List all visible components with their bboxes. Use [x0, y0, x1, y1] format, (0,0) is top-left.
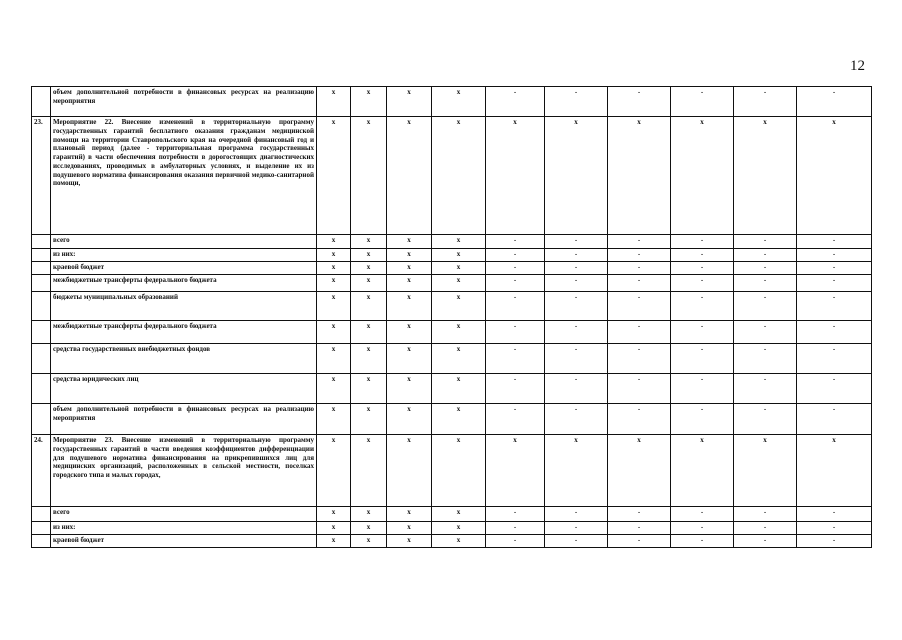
value-cell: x [351, 507, 387, 522]
row-description-cell: краевой бюджет [51, 535, 317, 548]
value-cell: - [797, 344, 872, 374]
row-description-cell: из них: [51, 522, 317, 535]
value-cell: - [486, 292, 545, 321]
value-cell: - [608, 235, 671, 249]
value-cell: - [608, 249, 671, 262]
value-cell: x [387, 435, 432, 507]
value-cell: x [545, 117, 608, 235]
value-cell: x [351, 435, 387, 507]
value-cell: - [797, 235, 872, 249]
value-cell: x [432, 374, 486, 404]
value-cell: x [317, 235, 351, 249]
value-cell: x [351, 374, 387, 404]
value-cell: - [608, 87, 671, 117]
value-cell: - [734, 404, 797, 435]
value-cell: - [545, 292, 608, 321]
value-cell: x [545, 435, 608, 507]
value-cell: - [486, 321, 545, 344]
value-cell: - [545, 374, 608, 404]
value-cell: x [387, 249, 432, 262]
value-cell: x [351, 235, 387, 249]
table-row [32, 235, 872, 249]
value-cell: - [545, 87, 608, 117]
value-cell: - [797, 262, 872, 275]
value-cell: x [387, 87, 432, 117]
row-number-cell [32, 249, 51, 262]
value-cell: - [608, 344, 671, 374]
value-cell: - [734, 249, 797, 262]
value-cell: x [317, 117, 351, 235]
table-row [32, 404, 872, 435]
value-cell: - [734, 535, 797, 548]
value-cell: x [317, 374, 351, 404]
value-cell: - [671, 87, 734, 117]
value-cell: x [351, 344, 387, 374]
value-cell: - [797, 535, 872, 548]
value-cell: x [387, 275, 432, 292]
row-number-cell [32, 321, 51, 344]
row-number-cell [32, 404, 51, 435]
value-cell: x [387, 404, 432, 435]
table-row [32, 292, 872, 321]
table-row [32, 87, 872, 117]
value-cell: x [317, 87, 351, 117]
value-cell: - [734, 235, 797, 249]
value-cell: - [486, 404, 545, 435]
value-cell: - [671, 262, 734, 275]
value-cell: - [545, 344, 608, 374]
value-cell: x [317, 344, 351, 374]
value-cell: x [797, 435, 872, 507]
value-cell: x [317, 522, 351, 535]
value-cell: x [351, 292, 387, 321]
row-description-cell: всего [51, 507, 317, 522]
value-cell: - [486, 249, 545, 262]
table-row [32, 275, 872, 292]
value-cell: - [608, 374, 671, 404]
value-cell: x [387, 117, 432, 235]
value-cell: x [317, 535, 351, 548]
row-number-cell [32, 275, 51, 292]
value-cell: x [432, 321, 486, 344]
value-cell: - [797, 522, 872, 535]
value-cell: - [734, 374, 797, 404]
value-cell: x [351, 321, 387, 344]
value-cell: x [432, 404, 486, 435]
value-cell: x [734, 435, 797, 507]
value-cell: - [734, 275, 797, 292]
value-cell: - [671, 292, 734, 321]
value-cell: - [486, 87, 545, 117]
value-cell: x [432, 507, 486, 522]
value-cell: x [671, 117, 734, 235]
table-body [32, 87, 872, 548]
value-cell: - [734, 344, 797, 374]
value-cell: - [486, 374, 545, 404]
value-cell: x [486, 117, 545, 235]
value-cell: - [486, 535, 545, 548]
row-number-cell [32, 535, 51, 548]
row-number-cell [32, 507, 51, 522]
value-cell: x [387, 292, 432, 321]
table-row [32, 344, 872, 374]
value-cell: - [671, 404, 734, 435]
value-cell: - [671, 321, 734, 344]
value-cell: x [432, 117, 486, 235]
value-cell: - [734, 507, 797, 522]
value-cell: - [797, 507, 872, 522]
value-cell: - [671, 249, 734, 262]
value-cell: x [432, 275, 486, 292]
row-number-cell [32, 522, 51, 535]
row-description-cell: бюджеты муниципальных образований [51, 292, 317, 321]
value-cell: - [545, 522, 608, 535]
value-cell: - [671, 535, 734, 548]
value-cell: - [734, 87, 797, 117]
row-description-cell: межбюджетные трансферты федерального бюджета [51, 275, 317, 292]
row-description-cell: Мероприятие 23. Внесение изменений в территориальную программу государственных гарантий в части введения коэффициентов дифференциации для подушевого норматива финансирования на прикрепившихся лиц для медицинских организаций, расположенных в сельской местности, поселках городского типа и малых городах, [51, 435, 317, 507]
value-cell: - [486, 522, 545, 535]
value-cell: - [608, 275, 671, 292]
value-cell: - [797, 87, 872, 117]
row-number-cell [32, 87, 51, 117]
row-number-cell: 24. [32, 435, 51, 507]
value-cell: x [317, 262, 351, 275]
table-row [32, 522, 872, 535]
value-cell: - [608, 292, 671, 321]
financing-table [31, 86, 872, 548]
value-cell: - [486, 344, 545, 374]
value-cell: x [387, 321, 432, 344]
row-number-cell [32, 374, 51, 404]
table-row [32, 117, 872, 235]
value-cell: - [545, 507, 608, 522]
value-cell: x [351, 117, 387, 235]
row-number-cell [32, 292, 51, 321]
table-row [32, 435, 872, 507]
value-cell: - [608, 262, 671, 275]
value-cell: - [545, 404, 608, 435]
row-description-cell: всего [51, 235, 317, 249]
value-cell: - [734, 522, 797, 535]
value-cell: x [432, 535, 486, 548]
value-cell: - [486, 235, 545, 249]
value-cell: x [797, 117, 872, 235]
row-description-cell: краевой бюджет [51, 262, 317, 275]
row-number-cell [32, 262, 51, 275]
row-description-cell: Мероприятие 22. Внесение изменений в территориальную программу государственных гарантий бесплатного оказания гражданам медицинской помощи на территории Ставропольского края на очередной финансовый год и плановый период (далее - территориальная программа государственных гарантий) в части обеспечения потребности в дорогостоящих диагностических исследованиях, проводимых в амбулаторных условиях, и выделение их из подушевого норматива финансирования оказания первичной медико-санитарной помощи, [51, 117, 317, 235]
row-number-cell [32, 235, 51, 249]
value-cell: - [797, 374, 872, 404]
row-description-cell: средства юридических лиц [51, 374, 317, 404]
value-cell: x [432, 235, 486, 249]
value-cell: - [671, 275, 734, 292]
value-cell: x [351, 535, 387, 548]
value-cell: x [317, 507, 351, 522]
value-cell: x [671, 435, 734, 507]
value-cell: - [671, 344, 734, 374]
value-cell: x [387, 507, 432, 522]
value-cell: - [797, 321, 872, 344]
value-cell: - [545, 275, 608, 292]
row-description-cell: объем дополнительной потребности в финансовых ресурсах на реализацию мероприятия [51, 404, 317, 435]
value-cell: x [351, 249, 387, 262]
row-number-cell: 23. [32, 117, 51, 235]
value-cell: - [608, 507, 671, 522]
value-cell: - [734, 262, 797, 275]
value-cell: x [432, 435, 486, 507]
row-number-cell [32, 344, 51, 374]
row-description-cell: межбюджетные трансферты федерального бюджета [51, 321, 317, 344]
value-cell: x [387, 262, 432, 275]
value-cell: x [317, 275, 351, 292]
value-cell: x [317, 249, 351, 262]
value-cell: x [608, 117, 671, 235]
value-cell: x [317, 435, 351, 507]
value-cell: - [608, 321, 671, 344]
value-cell: x [387, 522, 432, 535]
value-cell: - [545, 321, 608, 344]
table-row [32, 535, 872, 548]
table-row [32, 249, 872, 262]
value-cell: - [608, 404, 671, 435]
value-cell: - [797, 249, 872, 262]
value-cell: - [486, 507, 545, 522]
value-cell: - [608, 535, 671, 548]
value-cell: x [351, 404, 387, 435]
value-cell: - [797, 275, 872, 292]
value-cell: x [432, 262, 486, 275]
value-cell: x [387, 535, 432, 548]
value-cell: x [351, 522, 387, 535]
value-cell: x [608, 435, 671, 507]
row-description-cell: объем дополнительной потребности в финансовых ресурсах на реализацию мероприятия [51, 87, 317, 117]
value-cell: - [671, 507, 734, 522]
value-cell: - [671, 374, 734, 404]
value-cell: - [797, 404, 872, 435]
value-cell: - [608, 522, 671, 535]
value-cell: x [734, 117, 797, 235]
row-description-cell: из них: [51, 249, 317, 262]
value-cell: - [671, 522, 734, 535]
table-row [32, 374, 872, 404]
page-number: 12 [850, 58, 865, 74]
value-cell: x [387, 374, 432, 404]
value-cell: - [734, 292, 797, 321]
value-cell: x [432, 344, 486, 374]
value-cell: - [734, 321, 797, 344]
table-row [32, 507, 872, 522]
value-cell: x [317, 404, 351, 435]
value-cell: x [432, 522, 486, 535]
value-cell: x [387, 235, 432, 249]
value-cell: - [486, 275, 545, 292]
value-cell: - [545, 235, 608, 249]
value-cell: - [545, 249, 608, 262]
value-cell: - [671, 235, 734, 249]
value-cell: - [545, 262, 608, 275]
row-description-cell: средства государственных внебюджетных фондов [51, 344, 317, 374]
value-cell: x [432, 87, 486, 117]
value-cell: x [387, 344, 432, 374]
table-row [32, 321, 872, 344]
value-cell: x [432, 249, 486, 262]
value-cell: x [351, 275, 387, 292]
value-cell: x [351, 87, 387, 117]
value-cell: x [486, 435, 545, 507]
value-cell: x [317, 292, 351, 321]
value-cell: - [545, 535, 608, 548]
value-cell: x [317, 321, 351, 344]
value-cell: x [432, 292, 486, 321]
value-cell: x [351, 262, 387, 275]
value-cell: - [486, 262, 545, 275]
value-cell: - [797, 292, 872, 321]
table-row [32, 262, 872, 275]
